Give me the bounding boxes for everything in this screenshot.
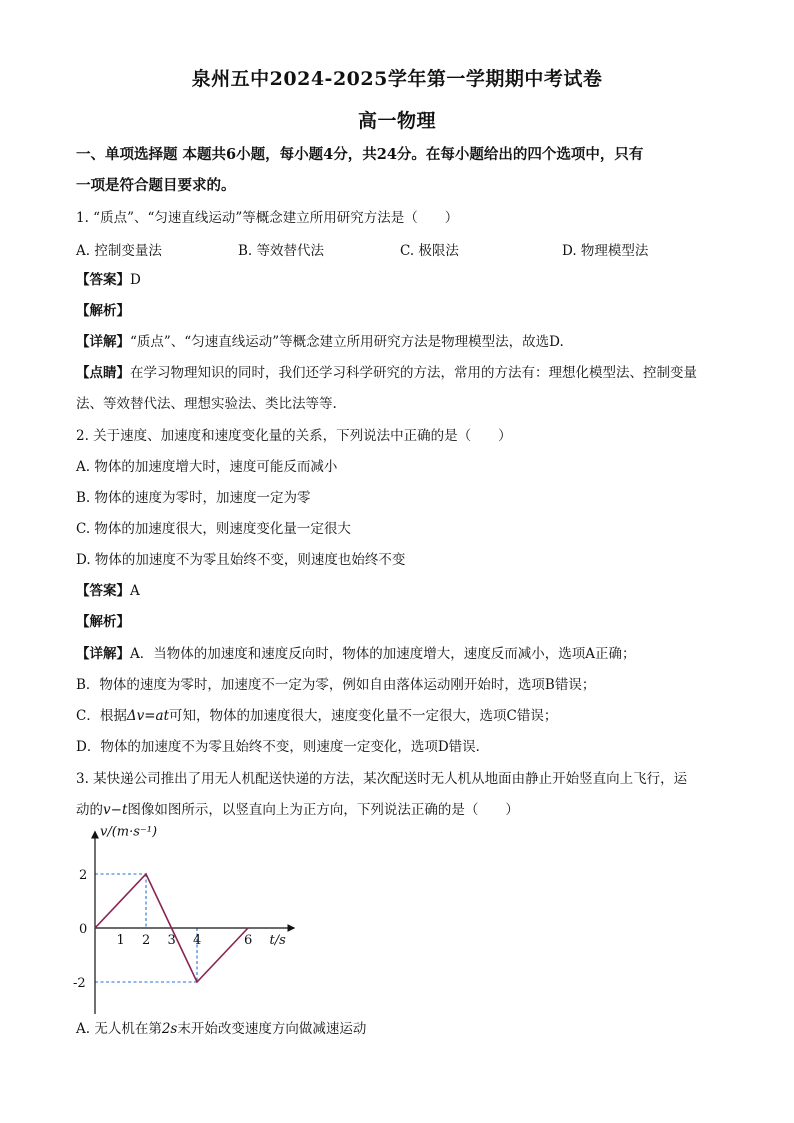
q3-option-a-line — [76, 1019, 726, 1039]
q2-answer-label: 【答案】 — [76, 583, 130, 599]
q2-answer-line — [76, 581, 726, 601]
q1-answer-label: 【答案】 — [76, 272, 130, 288]
q1-answer: D — [130, 272, 141, 288]
y-tick-label--2: -2 — [73, 976, 86, 991]
x-tick-label-3: 3 — [167, 933, 176, 948]
q2-detail-c-formula: Δv=at — [126, 708, 170, 724]
q1-comment-line2: 法、等效替代法、理想实验法、类比法等等. — [76, 396, 337, 412]
q2-analysis-label: 【解析】 — [76, 614, 130, 630]
q1-comment-line1 — [76, 363, 726, 383]
q1-detail-label: 【详解】 — [76, 334, 130, 350]
q2-detail-c-post: 可知，物体的加速度很大，速度变化量不一定很大，选项C错误； — [169, 708, 558, 724]
q3-stem-line1: 3. 某快递公司推出了用无人机配送快递的方法，某次配送时无人机从地面由静止开始竖直向上飞行，运 — [76, 771, 688, 787]
q2-detail-a: A．当物体的加速度和速度反向时，物体的加速度增大，速度反而减小，选项A正确； — [130, 646, 636, 662]
section-heading-line2: 一项是符合题目要求的。 — [76, 177, 236, 194]
q1-analysis-label: 【解析】 — [76, 303, 130, 319]
q3-option-a-formula: 2s — [161, 1021, 178, 1037]
q3-stem-post: 图像如图所示，以竖直向上为正方向，下列说法正确的是（ ） — [127, 802, 519, 818]
q2-detail-d: D．物体的加速度不为零且始终不变，则速度一定变化，选项D错误． — [76, 739, 490, 755]
y-tick-label-0: 0 — [79, 922, 88, 937]
q3-stem-formula: v−t — [103, 802, 128, 818]
y-tick-label-2: 2 — [79, 868, 88, 883]
q1-detail-line — [76, 332, 726, 352]
q2-stem: 2. 关于速度、加速度和速度变化量的关系，下列说法中正确的是（ ） — [76, 428, 512, 444]
q2-option-d: D. 物体的加速度不为零且始终不变，则速度也始终不变 — [76, 552, 406, 568]
q2-detail-a-line — [76, 644, 726, 664]
q3-stem-pre: 动的 — [76, 802, 103, 818]
q1-detail: “质点”、“匀速直线运动”等概念建立所用研究方法是物理模型法，故选D. — [130, 334, 564, 350]
y-axis-label: v/(m·s⁻¹) — [100, 826, 158, 840]
q1-answer-line — [76, 270, 726, 290]
q1-option-b: B. 等效替代法 — [238, 243, 325, 259]
q1-stem: 1. “质点”、“匀速直线运动”等概念建立所用研究方法是（ ） — [76, 210, 459, 226]
q2-detail-c-line — [76, 706, 726, 726]
q2-detail-b: B．物体的速度为零时，加速度不一定为零，例如自由落体运动刚开始时，选项B错误； — [76, 677, 596, 693]
q1-option-c: C. 极限法 — [400, 243, 459, 259]
q3-option-a-pre: A. 无人机在第 — [76, 1021, 162, 1037]
q2-option-a: A. 物体的加速度增大时，速度可能反而减小 — [76, 459, 338, 475]
x-tick-label-1: 1 — [116, 933, 125, 948]
exam-title: 泉州五中2024-2025学年第一学期期中考试卷 — [191, 68, 603, 90]
x-tick-label-2: 2 — [142, 933, 151, 948]
q3-stem-line2 — [76, 800, 726, 820]
x-tick-label-6: 6 — [244, 933, 253, 948]
q1-option-d: D. 物理模型法 — [562, 243, 649, 259]
q1-comment-text: 在学习物理知识的同时，我们还学习科学研究的方法，常用的方法有：理想化模型法、控制变量 — [130, 365, 697, 381]
exam-subject: 高一物理 — [357, 110, 436, 132]
q2-answer: A — [130, 583, 140, 599]
q2-detail-label: 【详解】 — [76, 646, 130, 662]
q2-option-b: B. 物体的速度为零时，加速度一定为零 — [76, 490, 311, 506]
q1-comment-label: 【点睛】 — [76, 365, 130, 381]
q3-option-a-post: 末开始改变速度方向做减速运动 — [177, 1021, 367, 1037]
q2-detail-c-pre: C．根据 — [76, 708, 127, 724]
section-heading-line1: 一、单项选择题 本题共6小题，每小题4分，共24分。在每小题给出的四个选项中，只有 — [76, 146, 644, 163]
q2-option-c: C. 物体的加速度很大，则速度变化量一定很大 — [76, 521, 351, 537]
x-tick-label-4: 4 — [193, 933, 202, 948]
x-axis-label: t/s — [269, 933, 286, 948]
vt-graph — [70, 826, 310, 1016]
q1-option-a: A. 控制变量法 — [76, 243, 162, 259]
